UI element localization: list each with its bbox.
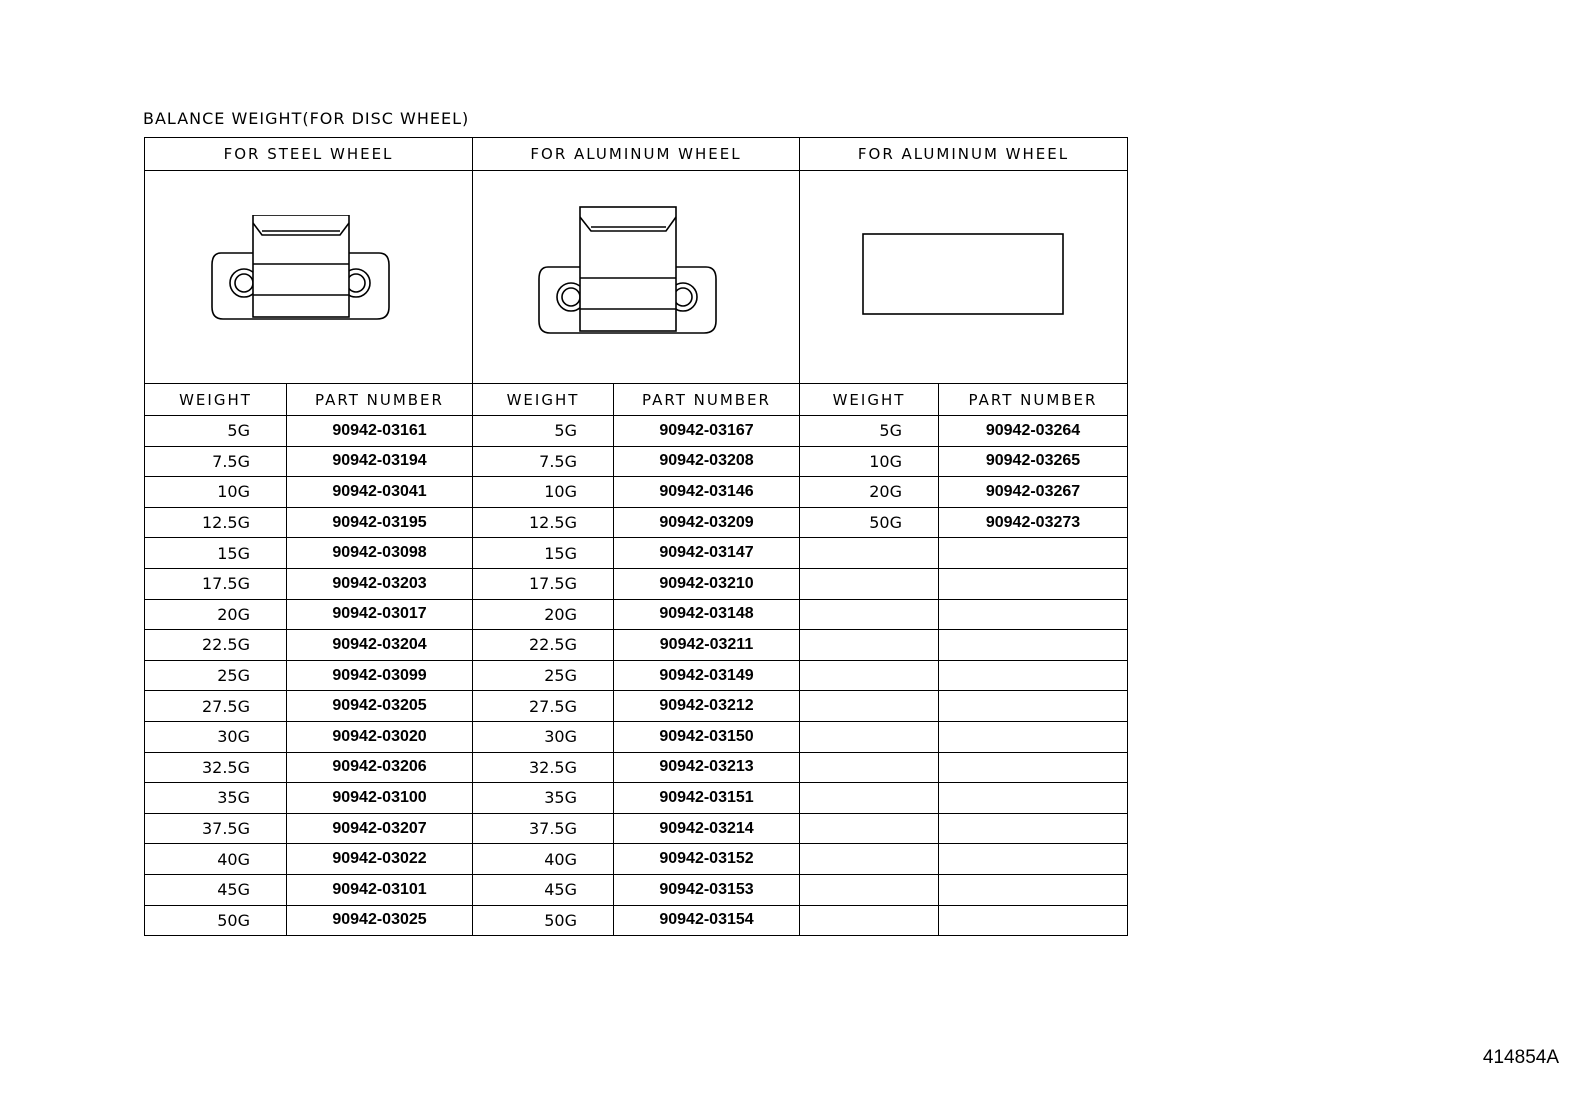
group-heading-aluminum-adhesive: FOR ALUMINUM WHEEL: [800, 138, 1128, 171]
part-number-cell: 90942-03209: [614, 507, 800, 538]
aluminum-clip-weight-illustration: [473, 171, 800, 384]
weight-cell: 7.5G: [473, 446, 614, 477]
part-number-cell: 90942-03101: [287, 874, 473, 905]
part-number-cell: 90942-03195: [287, 507, 473, 538]
part-number-column-header: PART NUMBER: [287, 384, 473, 416]
table-row: [145, 844, 1128, 875]
part-number-cell: 90942-03150: [614, 721, 800, 752]
weight-cell: 20G: [800, 477, 939, 508]
weight-cell: 20G: [145, 599, 287, 630]
part-number-cell: 90942-03151: [614, 783, 800, 814]
weight-cell: 22.5G: [145, 630, 287, 661]
weight-cell: 32.5G: [145, 752, 287, 783]
weight-cell: 45G: [145, 874, 287, 905]
weight-cell: 35G: [473, 783, 614, 814]
weight-cell: 5G: [473, 416, 614, 447]
part-number-cell: 90942-03098: [287, 538, 473, 569]
table-row: [145, 599, 1128, 630]
part-number-cell: [939, 660, 1128, 691]
part-number-cell: 90942-03205: [287, 691, 473, 722]
part-number-cell: 90942-03146: [614, 477, 800, 508]
part-number-cell: 90942-03100: [287, 783, 473, 814]
part-number-cell: [939, 568, 1128, 599]
part-number-cell: 90942-03206: [287, 752, 473, 783]
part-number-cell: 90942-03267: [939, 477, 1128, 508]
weight-column-header: WEIGHT: [473, 384, 614, 416]
table-row: [145, 874, 1128, 905]
weight-cell: 5G: [145, 416, 287, 447]
group-header-row: [145, 138, 1128, 171]
weight-cell: 15G: [473, 538, 614, 569]
weight-cell: 27.5G: [473, 691, 614, 722]
weight-cell: [800, 691, 939, 722]
part-number-cell: [939, 783, 1128, 814]
column-header-row: [145, 384, 1128, 416]
part-number-cell: 90942-03153: [614, 874, 800, 905]
table-row: [145, 538, 1128, 569]
table-row: [145, 752, 1128, 783]
weight-cell: 30G: [145, 721, 287, 752]
table-row: [145, 507, 1128, 538]
balance-weight-table: [144, 137, 1128, 936]
weight-cell: 50G: [800, 507, 939, 538]
table-row: [145, 660, 1128, 691]
weight-cell: 10G: [145, 477, 287, 508]
weight-cell: 37.5G: [473, 813, 614, 844]
weight-cell: 30G: [473, 721, 614, 752]
weight-cell: 7.5G: [145, 446, 287, 477]
part-number-cell: 90942-03265: [939, 446, 1128, 477]
weight-cell: 22.5G: [473, 630, 614, 661]
part-number-cell: [939, 599, 1128, 630]
steel-weight-illustration: [145, 171, 473, 384]
weight-cell: [800, 660, 939, 691]
weight-cell: 15G: [145, 538, 287, 569]
weight-cell: 37.5G: [145, 813, 287, 844]
part-number-cell: [939, 691, 1128, 722]
weight-cell: [800, 599, 939, 630]
table-row: [145, 446, 1128, 477]
weight-cell: [800, 568, 939, 599]
part-number-cell: 90942-03022: [287, 844, 473, 875]
weight-column-header: WEIGHT: [800, 384, 939, 416]
part-number-column-header: PART NUMBER: [614, 384, 800, 416]
weight-cell: 35G: [145, 783, 287, 814]
weight-cell: 25G: [145, 660, 287, 691]
table-row: [145, 905, 1128, 936]
part-number-cell: 90942-03149: [614, 660, 800, 691]
table-row: [145, 691, 1128, 722]
weight-column-header: WEIGHT: [145, 384, 287, 416]
group-heading-aluminum-clip: FOR ALUMINUM WHEEL: [473, 138, 800, 171]
table-row: [145, 721, 1128, 752]
part-number-cell: 90942-03161: [287, 416, 473, 447]
weight-cell: [800, 905, 939, 936]
diagram-title: BALANCE WEIGHT(FOR DISC WHEEL): [143, 109, 470, 128]
weight-cell: [800, 721, 939, 752]
weight-cell: [800, 874, 939, 905]
part-number-cell: [939, 630, 1128, 661]
weight-cell: 50G: [473, 905, 614, 936]
weight-cell: 17.5G: [473, 568, 614, 599]
weight-cell: [800, 752, 939, 783]
part-number-cell: [939, 844, 1128, 875]
part-number-cell: 90942-03148: [614, 599, 800, 630]
part-number-cell: 90942-03211: [614, 630, 800, 661]
weight-cell: [800, 783, 939, 814]
part-number-cell: 90942-03210: [614, 568, 800, 599]
part-number-cell: 90942-03203: [287, 568, 473, 599]
part-number-cell: 90942-03041: [287, 477, 473, 508]
part-number-cell: [939, 874, 1128, 905]
table-row: [145, 630, 1128, 661]
weight-cell: 10G: [473, 477, 614, 508]
part-number-cell: 90942-03152: [614, 844, 800, 875]
part-number-cell: 90942-03017: [287, 599, 473, 630]
weight-cell: [800, 538, 939, 569]
adhesive-weight-illustration: [800, 171, 1128, 384]
diagram-code: 414854A: [1482, 1047, 1559, 1068]
part-number-cell: 90942-03208: [614, 446, 800, 477]
weight-cell: [800, 813, 939, 844]
part-number-cell: [939, 905, 1128, 936]
part-number-cell: 90942-03212: [614, 691, 800, 722]
part-number-column-header: PART NUMBER: [939, 384, 1128, 416]
part-number-cell: 90942-03167: [614, 416, 800, 447]
weight-cell: 12.5G: [473, 507, 614, 538]
weight-cell: 17.5G: [145, 568, 287, 599]
part-number-cell: 90942-03204: [287, 630, 473, 661]
table-row: [145, 783, 1128, 814]
weight-cell: 25G: [473, 660, 614, 691]
part-number-cell: 90942-03147: [614, 538, 800, 569]
table-row: [145, 416, 1128, 447]
weight-cell: 50G: [145, 905, 287, 936]
table-row: [145, 568, 1128, 599]
group-heading-steel: FOR STEEL WHEEL: [145, 138, 473, 171]
part-number-cell: 90942-03213: [614, 752, 800, 783]
weight-cell: [800, 630, 939, 661]
part-number-cell: 90942-03264: [939, 416, 1128, 447]
illustration-row: [145, 171, 1128, 384]
table-row: [145, 477, 1128, 508]
weight-cell: 40G: [145, 844, 287, 875]
part-number-cell: [939, 752, 1128, 783]
part-number-cell: 90942-03194: [287, 446, 473, 477]
weight-cell: 40G: [473, 844, 614, 875]
weight-cell: 27.5G: [145, 691, 287, 722]
weight-cell: 20G: [473, 599, 614, 630]
part-number-cell: 90942-03020: [287, 721, 473, 752]
part-number-cell: 90942-03099: [287, 660, 473, 691]
table-row: [145, 813, 1128, 844]
part-number-cell: 90942-03207: [287, 813, 473, 844]
weight-cell: 32.5G: [473, 752, 614, 783]
weight-cell: 12.5G: [145, 507, 287, 538]
weight-cell: 45G: [473, 874, 614, 905]
weight-cell: 5G: [800, 416, 939, 447]
part-number-cell: 90942-03214: [614, 813, 800, 844]
part-number-cell: [939, 813, 1128, 844]
part-number-cell: [939, 721, 1128, 752]
part-number-cell: [939, 538, 1128, 569]
part-number-cell: 90942-03154: [614, 905, 800, 936]
part-number-cell: 90942-03025: [287, 905, 473, 936]
weight-cell: 10G: [800, 446, 939, 477]
weight-cell: [800, 844, 939, 875]
part-number-cell: 90942-03273: [939, 507, 1128, 538]
